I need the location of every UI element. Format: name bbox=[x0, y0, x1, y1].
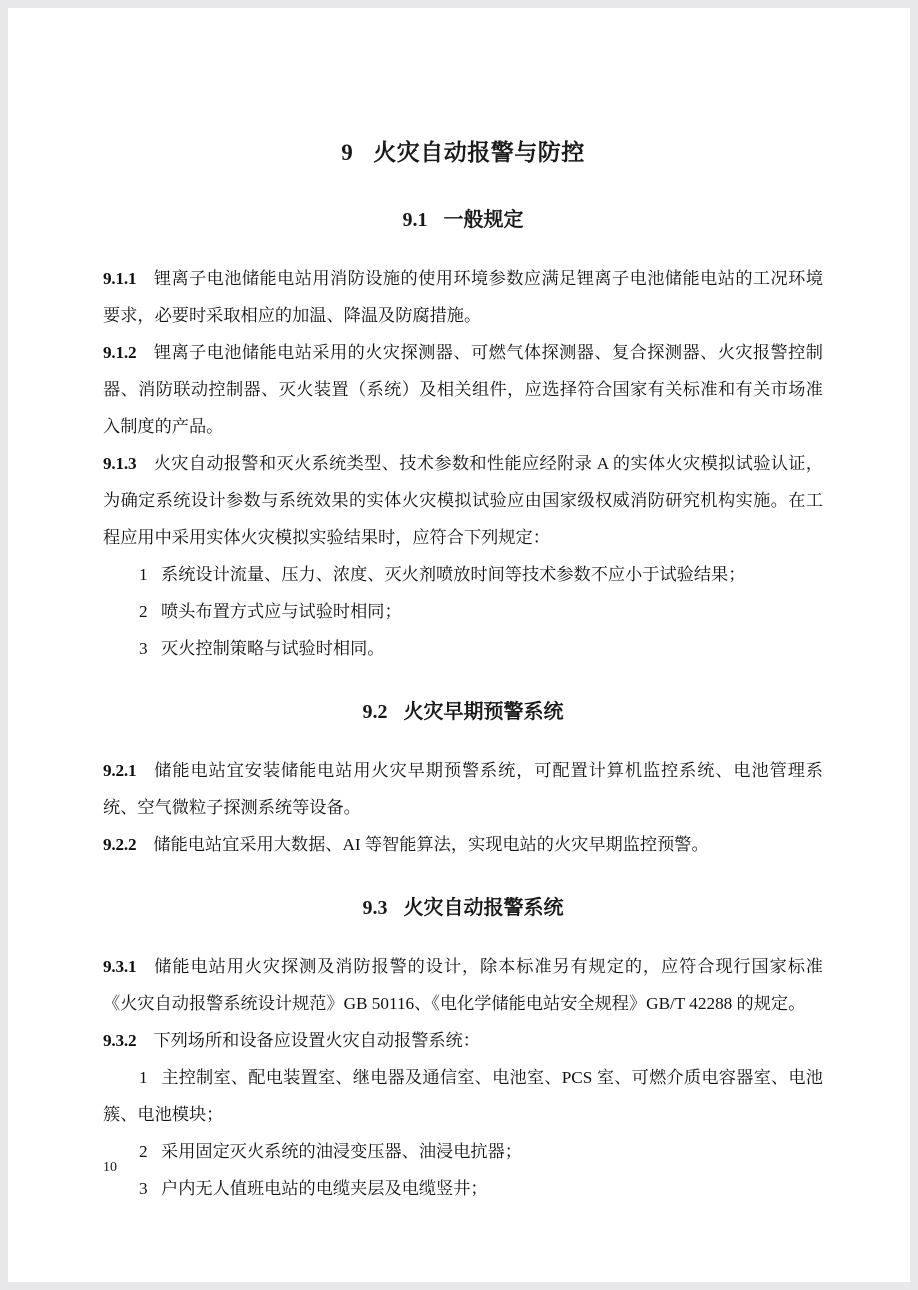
clause-text: 下列场所和设备应设置火灾自动报警系统： bbox=[153, 1031, 480, 1050]
clause-9-3-2 bbox=[103, 1022, 823, 1059]
list-item-number: 1 bbox=[139, 1068, 148, 1087]
clause-text: 储能电站宜采用大数据、AI 等智能算法，实现电站的火灾早期监控预警。 bbox=[153, 835, 709, 854]
clause-number: 9.1.1 bbox=[103, 269, 137, 288]
document-page bbox=[8, 8, 910, 1282]
list-item-text: 户内无人值班电站的电缆夹层及电缆竖井； bbox=[161, 1179, 488, 1198]
list-item-number: 2 bbox=[139, 1142, 148, 1161]
list-item-text: 喷头布置方式应与试验时相同； bbox=[161, 602, 402, 621]
clause-number: 9.3.1 bbox=[103, 957, 137, 976]
clause-9-2-2 bbox=[103, 826, 823, 863]
clause-number: 9.2.2 bbox=[103, 835, 137, 854]
clause-text: 储能电站宜安装储能电站用火灾早期预警系统，可配置计算机监控系统、电池管理系统、空气微粒子探测系统等设备。 bbox=[103, 761, 823, 817]
section-title: 一般规定 bbox=[443, 209, 524, 231]
clause-9-1-3 bbox=[103, 445, 823, 556]
list-item-number: 2 bbox=[139, 602, 148, 621]
clause-text: 储能电站用火灾探测及消防报警的设计，除本标准另有规定的，应符合现行国家标准《火灾自动报警系统设计规范》GB 50116、《电化学储能电站安全规程》GB/T 42288 的规定。 bbox=[103, 957, 823, 1013]
clause-number: 9.2.1 bbox=[103, 761, 137, 780]
chapter-heading bbox=[103, 134, 823, 167]
clause-text: 火灾自动报警和灭火系统类型、技术参数和性能应经附录 A 的实体火灾模拟试验认证，为确定系统设计参数与系统效果的实体火灾模拟试验应由国家级权威消防研究机构实施。在工程应用中采用实体火灾模拟实验结果时，应符合下列规定： bbox=[103, 454, 823, 547]
list-item-text: 系统设计流量、压力、浓度、灭火剂喷放时间等技术参数不应小于试验结果； bbox=[161, 565, 746, 584]
list-item bbox=[103, 593, 823, 630]
clause-9-3-1 bbox=[103, 948, 823, 1022]
list-item bbox=[103, 1059, 823, 1133]
clause-9-1-2 bbox=[103, 334, 823, 445]
page-content bbox=[103, 8, 823, 1207]
list-item bbox=[103, 556, 823, 593]
section-number: 9.3 bbox=[362, 897, 388, 919]
section-heading-9-2 bbox=[103, 695, 823, 724]
chapter-title: 火灾自动报警与防控 bbox=[373, 139, 585, 165]
chapter-number: 9 bbox=[341, 140, 354, 165]
section-title: 火灾自动报警系统 bbox=[403, 897, 564, 919]
clause-9-2-1 bbox=[103, 752, 823, 826]
clause-number: 9.3.2 bbox=[103, 1031, 137, 1050]
list-item-number: 3 bbox=[139, 1179, 148, 1198]
clause-number: 9.1.3 bbox=[103, 454, 137, 473]
list-item-text: 灭火控制策略与试验时相同。 bbox=[161, 639, 385, 658]
list-item bbox=[103, 1133, 823, 1170]
clause-text: 锂离子电池储能电站用消防设施的使用环境参数应满足锂离子电池储能电站的工况环境要求，必要时采取相应的加温、降温及防腐措施。 bbox=[103, 269, 823, 325]
section-number: 9.2 bbox=[362, 701, 388, 723]
section-number: 9.1 bbox=[402, 209, 428, 231]
clause-text: 锂离子电池储能电站采用的火灾探测器、可燃气体探测器、复合探测器、火灾报警控制器、消防联动控制器、灭火装置（系统）及相关组件，应选择符合国家有关标准和有关市场准入制度的产品。 bbox=[103, 343, 823, 436]
list-item bbox=[103, 1170, 823, 1207]
list-item-number: 3 bbox=[139, 639, 148, 658]
list-item-number: 1 bbox=[139, 565, 148, 584]
clause-number: 9.1.2 bbox=[103, 343, 137, 362]
section-heading-9-1 bbox=[103, 203, 823, 232]
list-item bbox=[103, 630, 823, 667]
list-item-text: 主控制室、配电装置室、继电器及通信室、电池室、PCS 室、可燃介质电容器室、电池簇、电池模块； bbox=[103, 1068, 823, 1124]
page-number: 10 bbox=[103, 1160, 117, 1175]
list-item-text: 采用固定灭火系统的油浸变压器、油浸电抗器； bbox=[161, 1142, 522, 1161]
clause-9-1-1 bbox=[103, 260, 823, 334]
section-title: 火灾早期预警系统 bbox=[403, 701, 564, 723]
section-heading-9-3 bbox=[103, 891, 823, 920]
